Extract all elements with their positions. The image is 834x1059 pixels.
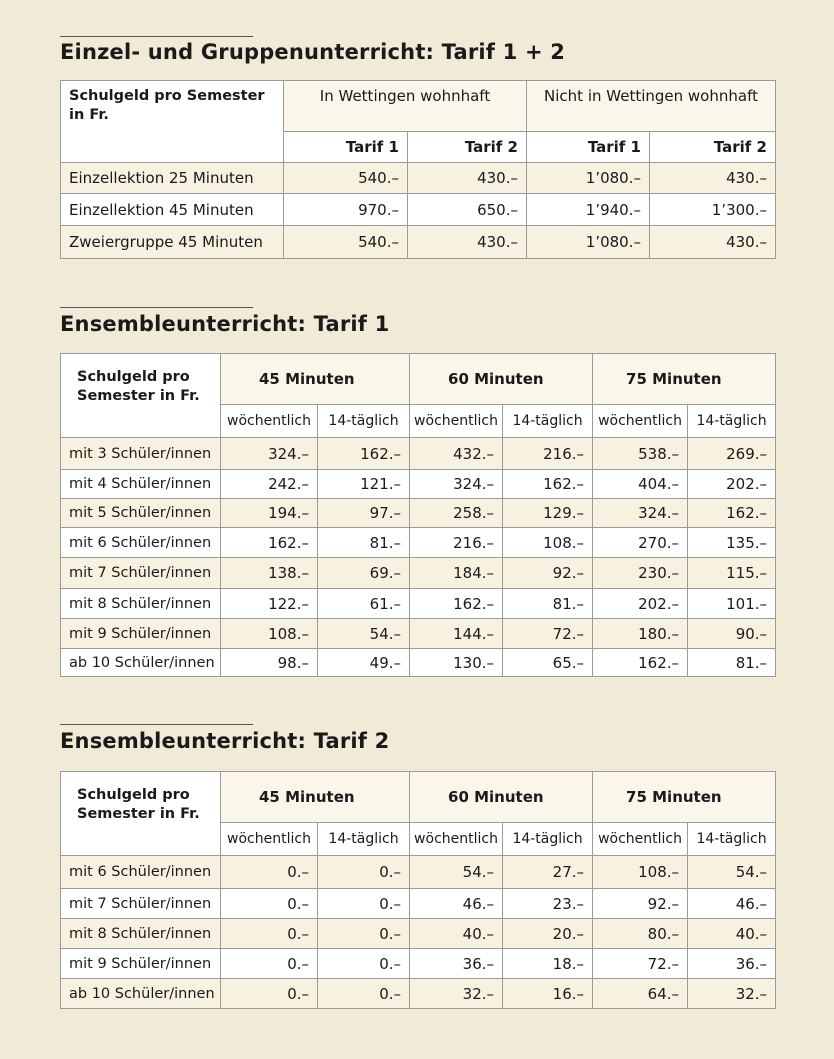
row-label: mit 9 Schüler/innen [61,619,221,649]
column-header: 14-täglich [503,405,593,438]
table-header-label: Schulgeld pro Semester in Fr. [61,772,221,856]
column-header: 14-täglich [318,405,410,438]
tarif-table-einzel [60,80,776,259]
table-cell: 162.– [593,649,688,677]
tarif-table-ensemble-1 [60,353,776,677]
row-label: Einzellektion 25 Minuten [61,163,284,194]
table-cell: 202.– [688,470,776,499]
column-header: wöchentlich [410,405,503,438]
table-row [61,499,776,528]
table-cell: 0.– [221,949,318,979]
table-cell: 324.– [410,470,503,499]
table-cell: 162.– [503,470,593,499]
section-title: Ensembleunterricht: Tarif 2 [60,729,390,753]
table-cell: 97.– [318,499,410,528]
table-cell: 540.– [284,163,408,194]
table-cell: 81.– [688,649,776,677]
table-cell: 0.– [221,979,318,1009]
table-cell: 69.– [318,558,410,589]
section-title: Einzel- und Gruppenunterricht: Tarif 1 + 2 [60,40,566,64]
table-cell: 242.– [221,470,318,499]
table-header-label: Schulgeld pro Semester in Fr. [61,81,284,163]
table-cell: 0.– [318,856,410,889]
table-row [61,979,776,1009]
table-row [61,163,776,194]
table-row [61,226,776,259]
table-cell: 23.– [503,889,593,919]
table-cell: 162.– [688,499,776,528]
table-cell: 404.– [593,470,688,499]
table-cell: 122.– [221,589,318,619]
table-cell: 650.– [408,194,527,226]
row-label: Zweiergruppe 45 Minuten [61,226,284,259]
column-header: 14-täglich [688,405,776,438]
table-cell: 65.– [503,649,593,677]
table-row [61,856,776,889]
table-cell: 121.– [318,470,410,499]
table-cell: 54.– [318,619,410,649]
table-cell: 194.– [221,499,318,528]
column-header: wöchentlich [221,405,318,438]
table-cell: 32.– [688,979,776,1009]
table-cell: 0.– [221,856,318,889]
table-cell: 430.– [650,226,776,259]
column-group-header: In Wettingen wohnhaft [284,81,527,132]
row-label: mit 9 Schüler/innen [61,949,221,979]
table-cell: 36.– [410,949,503,979]
table-cell: 40.– [688,919,776,949]
column-header: Tarif 1 [284,132,408,163]
table-cell: 72.– [593,949,688,979]
table-row [61,919,776,949]
row-label: mit 7 Schüler/innen [61,889,221,919]
table-row [61,619,776,649]
table-cell: 92.– [503,558,593,589]
table-cell: 138.– [221,558,318,589]
row-label: mit 6 Schüler/innen [61,528,221,558]
table-cell: 92.– [593,889,688,919]
table-cell: 0.– [221,889,318,919]
table-cell: 270.– [593,528,688,558]
table-cell: 216.– [410,528,503,558]
table-cell: 135.– [688,528,776,558]
section-ensemble-tarif-2 [60,724,775,1014]
row-label: mit 3 Schüler/innen [61,438,221,470]
column-group-header: 75 Minuten [593,772,776,823]
column-group-header: 75 Minuten [593,354,776,405]
table-cell: 90.– [688,619,776,649]
column-group-header: Nicht in Wettingen wohnhaft [527,81,776,132]
table-cell: 130.– [410,649,503,677]
table-cell: 202.– [593,589,688,619]
table-cell: 72.– [503,619,593,649]
column-header: 14-täglich [318,823,410,856]
column-header: Tarif 2 [408,132,527,163]
table-cell: 180.– [593,619,688,649]
table-cell: 81.– [318,528,410,558]
table-cell: 16.– [503,979,593,1009]
table-cell: 269.– [688,438,776,470]
column-group-header: 60 Minuten [410,354,593,405]
table-cell: 144.– [410,619,503,649]
table-cell: 430.– [650,163,776,194]
table-cell: 61.– [318,589,410,619]
table-cell: 49.– [318,649,410,677]
row-label: mit 6 Schüler/innen [61,856,221,889]
row-label: Einzellektion 45 Minuten [61,194,284,226]
table-cell: 115.– [688,558,776,589]
table-cell: 32.– [410,979,503,1009]
row-label: mit 8 Schüler/innen [61,919,221,949]
column-header: Tarif 2 [650,132,776,163]
table-row [61,470,776,499]
table-cell: 430.– [408,226,527,259]
table-cell: 54.– [410,856,503,889]
table-cell: 162.– [318,438,410,470]
table-cell: 36.– [688,949,776,979]
column-group-header: 45 Minuten [221,354,410,405]
table-cell: 0.– [318,889,410,919]
table-cell: 98.– [221,649,318,677]
section-rule [60,36,253,37]
table-row [61,194,776,226]
column-header: 14-täglich [503,823,593,856]
column-group-header: 60 Minuten [410,772,593,823]
table-cell: 129.– [503,499,593,528]
section-title: Ensembleunterricht: Tarif 1 [60,312,390,336]
table-cell: 40.– [410,919,503,949]
section-ensemble-tarif-1 [60,307,775,682]
table-cell: 1’080.– [527,226,650,259]
table-row [61,438,776,470]
table-row [61,649,776,677]
column-header: wöchentlich [593,823,688,856]
table-cell: 0.– [318,979,410,1009]
column-header: 14-täglich [688,823,776,856]
column-header: wöchentlich [410,823,503,856]
table-cell: 184.– [410,558,503,589]
table-cell: 1’300.– [650,194,776,226]
table-cell: 0.– [318,949,410,979]
table-cell: 1’080.– [527,163,650,194]
table-cell: 80.– [593,919,688,949]
column-header: Tarif 1 [527,132,650,163]
table-cell: 54.– [688,856,776,889]
column-header: wöchentlich [221,823,318,856]
table-row [61,889,776,919]
row-label: ab 10 Schüler/innen [61,979,221,1009]
table-cell: 0.– [318,919,410,949]
table-cell: 27.– [503,856,593,889]
table-row [61,558,776,589]
table-cell: 101.– [688,589,776,619]
row-label: mit 7 Schüler/innen [61,558,221,589]
row-label: mit 5 Schüler/innen [61,499,221,528]
column-group-header: 45 Minuten [221,772,410,823]
table-cell: 258.– [410,499,503,528]
table-cell: 216.– [503,438,593,470]
table-cell: 81.– [503,589,593,619]
table-cell: 108.– [593,856,688,889]
table-cell: 1’940.– [527,194,650,226]
table-cell: 162.– [410,589,503,619]
table-row [61,949,776,979]
table-cell: 432.– [410,438,503,470]
table-cell: 324.– [221,438,318,470]
table-cell: 20.– [503,919,593,949]
table-cell: 0.– [221,919,318,949]
table-row [61,589,776,619]
section-rule [60,307,253,308]
column-header: wöchentlich [593,405,688,438]
table-cell: 970.– [284,194,408,226]
table-cell: 18.– [503,949,593,979]
table-cell: 538.– [593,438,688,470]
row-label: ab 10 Schüler/innen [61,649,221,677]
table-cell: 64.– [593,979,688,1009]
table-cell: 46.– [410,889,503,919]
section-rule [60,724,253,725]
table-cell: 108.– [503,528,593,558]
table-header-label: Schulgeld pro Semester in Fr. [61,354,221,438]
table-row [61,528,776,558]
table-cell: 108.– [221,619,318,649]
table-cell: 430.– [408,163,527,194]
row-label: mit 8 Schüler/innen [61,589,221,619]
table-cell: 162.– [221,528,318,558]
tarif-table-ensemble-2 [60,771,776,1009]
section-einzel-gruppen [60,36,775,261]
table-cell: 230.– [593,558,688,589]
table-cell: 540.– [284,226,408,259]
row-label: mit 4 Schüler/innen [61,470,221,499]
table-cell: 324.– [593,499,688,528]
table-cell: 46.– [688,889,776,919]
